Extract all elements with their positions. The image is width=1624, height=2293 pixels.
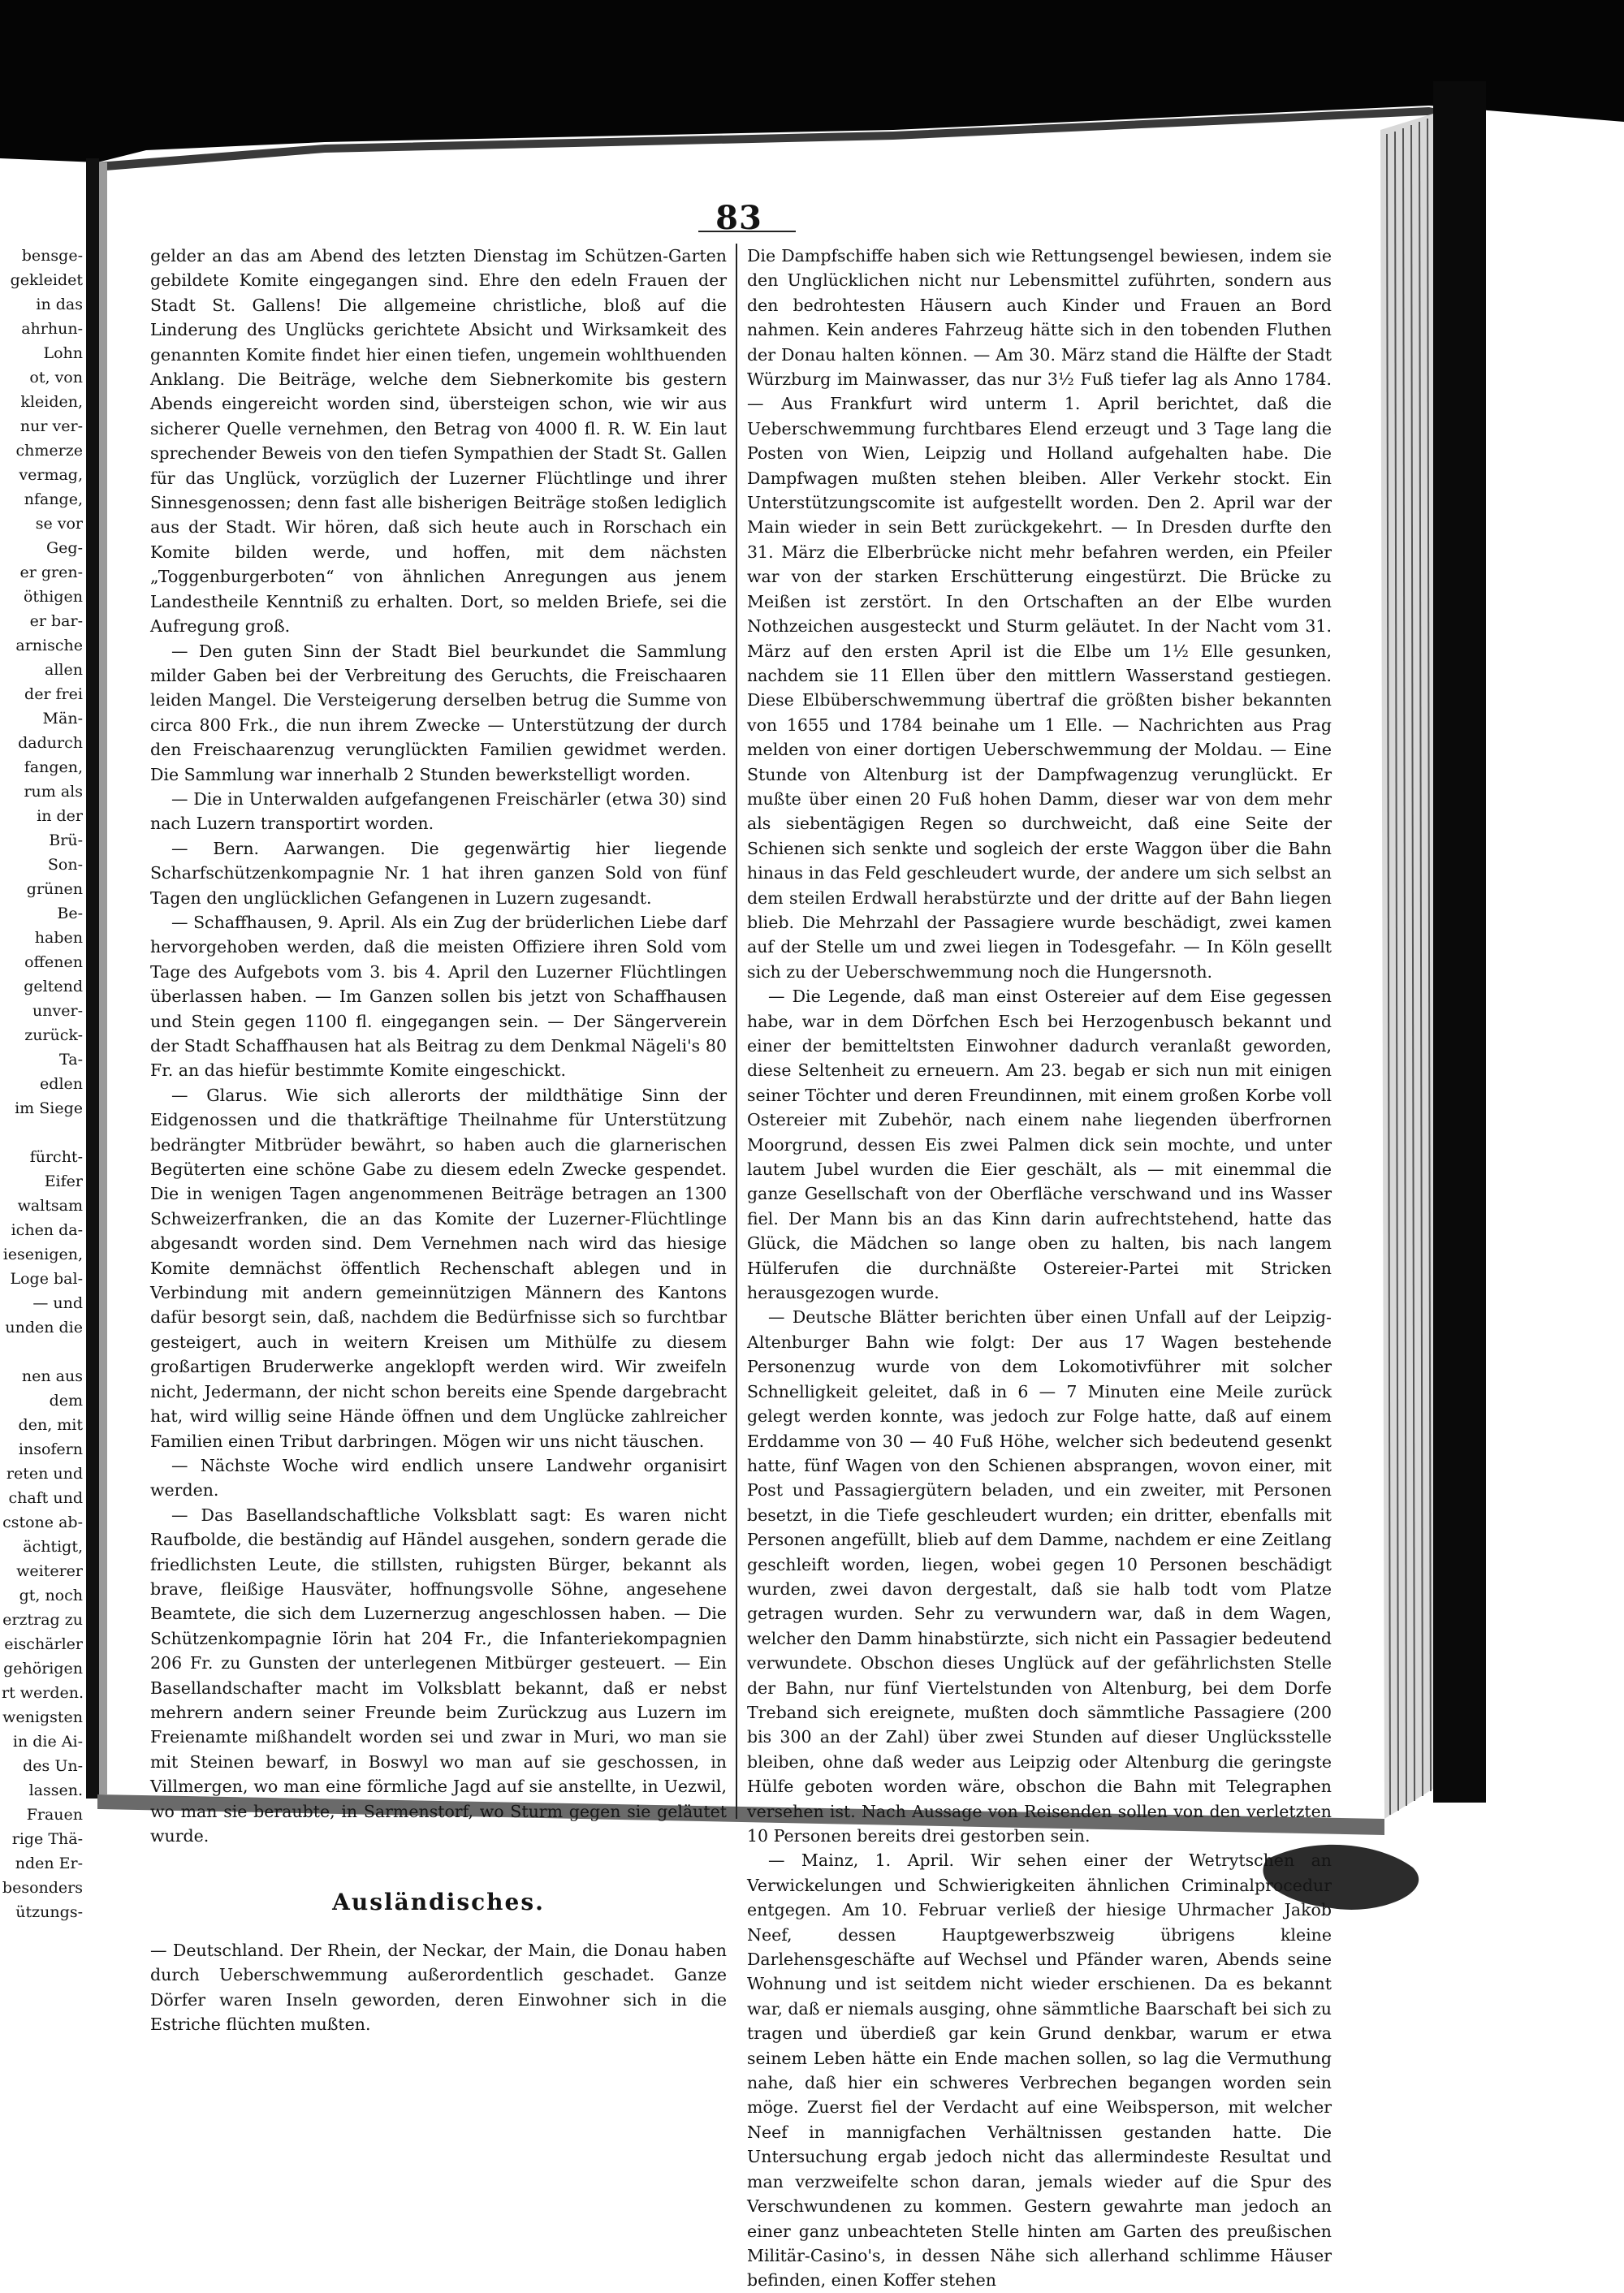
margin-fragment-line: der frei xyxy=(24,685,83,703)
margin-fragment-line: des Un- xyxy=(23,1757,83,1775)
margin-fragment-line: nur ver- xyxy=(19,417,83,435)
margin-fragment-line: nen aus xyxy=(21,1367,83,1385)
margin-fragment-line: fürcht- xyxy=(29,1148,83,1166)
article-paragraph: — Deutsche Blätter berichten über einen Unfall auf der Leipzig-Altenburger Bahn wie folgt: Der aus 17 Wagen bestehende Personenzug wurde von dem Lokomotivführer mit solcher Schnelligkeit geleitet, daß in 6 — 7 Minuten eine Meile zurück gelegt werden konnte, was jedoch zur Folge hatte, daß auf einem Erddamme von 30 — 40 Fuß Höhe, welcher sich bedeutend gesenkt hatte, fünf Wagen von den Schienen absprangen, wovon einer, mit Post und Passagiergütern beladen, und ein zweiter, mit Personen besetzt, in die Tiefe geschleudert wurden; ein dritter, ebenfalls mit Personen angefüllt, blieb auf dem Damme, nachdem er eine Zeitlang geschleift worden, liegen, wobei gegen 10 Personen beschädigt wurden, zwei davon dergestalt, daß sie halb todt vom Platze getragen wurden. Sehr zu verwundern war, daß in dem Wagen, welcher den Damm hinabstürzte, sich nicht ein Passagier bedeutend verwundete. Obschon dieses Unglück auf der gefährlichsten Stelle der Bahn, nur fünf Viertelstunden von Altenburg, bei dem Dorfe Treband sich ereignete, mußten doch sämmtliche Passagiere (200 bis 300 an der Zahl) über zwei Stunden auf dieser Unglücksstelle bleiben, ohne daß weder aus Leipzig oder Altenburg die geringste Hülfe geboten worden wäre, obschon die Bahn mit Telegraphen versehen ist. Nach Aussage von Reisenden sollen von den verletzten 10 Personen bereits drei gestorben sein. xyxy=(747,1307,1332,1846)
margin-fragment-line: cstone ab- xyxy=(2,1514,83,1531)
left-column xyxy=(150,244,727,2035)
margin-fragment-line xyxy=(2,1340,83,1364)
margin-fragment-line: gehörigen xyxy=(3,1660,83,1678)
margin-fragment-line: arnische xyxy=(15,637,83,654)
article-paragraph: — Bern. Aarwangen. Die gegenwärtig hier liegende Scharfschützenkompagnie Nr. 1 hat ihren ganzen Sold von fünf Tagen den unglücklichen Gefangenen in Luzern zugesandt. xyxy=(150,838,727,908)
margin-fragment-line: insofern xyxy=(18,1440,83,1458)
margin-fragment-line: Be- xyxy=(57,905,83,922)
left-gutter-shadow xyxy=(86,158,99,1799)
article-paragraph: — Deutschland. Der Rhein, der Neckar, der Main, die Donau haben durch Ueberschwemmung außerordentlich geschadet. Ganze Dörfer waren Inseln geworden, deren Einwohner sich in die Estriche flüchten mußten. xyxy=(150,1940,727,2035)
margin-fragment-line: unden die xyxy=(5,1319,83,1337)
margin-fragment-line: offenen xyxy=(24,953,83,971)
margin-fragment-line: gt, noch xyxy=(19,1587,83,1604)
margin-fragment-line: den, mit xyxy=(18,1416,83,1434)
margin-fragment-line: chmerze xyxy=(15,442,83,460)
margin-fragment-line: rige Thä- xyxy=(11,1830,83,1848)
article-paragraph: — Die Legende, daß man einst Ostereier auf dem Eise gegessen habe, war in dem Dörfchen Esch bei Herzogenbusch bekannt und einer der bemitteltsten Einwohner dadurch veranlaßt geworden, diese Seltenheit zu erneuern. Am 23. begab er sich nun mit einigen seiner Töchter und deren Freundinnen, mit einem großen Korbe voll Ostereier mit Zubehör, nach einem nahe liegenden überfrornen Moorgrund, dessen Eis zwei Palmen dick sein mochte, und unter lautem Jubel wurden die Eier geschält, als — mit einemmal die ganze Gesellschaft von der Oberfläche verschwand und ins Wasser fiel. Der Mann bis an das Kinn darin aufrechtstehend, hatte das Glück, die Mädchen so lange oben zu halten, bis nach langem Hülferufen die durchnäßte Ostereier-Partei mit Stricken herausgezogen wurde. xyxy=(747,987,1332,1303)
article-paragraph: — Nächste Woche wird endlich unsere Landwehr organisirt werden. xyxy=(150,1455,727,1501)
section-heading: Ausländisches. xyxy=(332,1889,545,1916)
article-paragraph: — Das Basellandschaftliche Volksblatt sagt: Es waren nicht Raufbolde, die beständig auf Händel ausgehen, sondern gerade die friedlichsten Leute, die stillsten, ruhigsten Bürger, bekannt als brave, fleißige Hausväter, hoffnungsvolle Söhne, angesehene Beamtete, die sich dem Luzernerzug angeschlossen haben. — Die Schützenkompagnie Iörin hat 204 Fr., die Infanteriekompagnien 206 Fr. zu Gunsten der unterlegenen Mitbürger gesteuert. — Ein Basellandschafter macht im Volksblatt bekannt, daß er nebst mehrern andern seiner Freunde beim Zurückzug aus Luzern im Freienamte mißhandelt worden sei und zwar in Muri, wo man sie mit Steinen bewarf, in Boswyl wo man auf sie geschossen, in Villmergen, wo man eine förmliche Jagd auf sie anstellte, in Uezwil, wo man sie beraubte, in Sarmenstorf, wo Sturm gegen sie geläutet wurde. xyxy=(150,1505,727,1846)
margin-fragment-line: Lohn xyxy=(43,344,83,362)
article-paragraph: gelder an das am Abend des letzten Dienstag im Schützen-Garten gebildete Komite eingegangen sind. Ehre den edeln Frauen der Stadt St. Gallens! Die allgemeine christliche, bloß auf die Linderung des Unglücks gerichtete Absicht und Wirksamkeit des genannten Komite findet hier einen tiefen, ungemein wohlthuenden Anklang. Die Beiträge, welche dem Siebnerkomite bis gestern Abends eingereicht worden sind, übersteigen schon, wie wir aus sicherer Quelle vernehmen, den Betrag von 4000 fl. R. W. Ein laut sprechender Beweis von den tiefen Sympathien der Stadt St. Gallen für das Unglück, vorzüglich der Luzerner Flüchtlinge und ihrer Sinnesgenossen; denn fast alle bisherigen Beiträge stoßen lediglich aus der Stadt. Wir hören, daß sich heute auch in Rorschach ein Komite bilden werde, und hoffen, mit dem nächsten „Toggenburgerboten“ von ähnlichen Anregungen aus jenem Landestheile Kenntniß zu erhalten. Dort, so melden Briefe, sei die Aufregung groß. xyxy=(150,246,727,637)
margin-fragment-line: allen xyxy=(45,661,83,679)
margin-fragment-line: Ta- xyxy=(59,1051,83,1069)
margin-fragment-line: waltsam xyxy=(17,1197,83,1215)
right-scan-shadow xyxy=(1433,81,1486,1803)
margin-fragment-line: dadurch xyxy=(18,734,83,752)
article-paragraph: — Den guten Sinn der Stadt Biel beurkundet die Sammlung milder Gaben bei der Verbreitung des Geruchts, die Freischaaren leiden Mangel. Die Versteigerung derselben betrug die Summe von circa 800 Frk., die nun ihrem Zwecke — Unterstützung der durch den Freischaarenzug verunglückten Familien gewidmet werden. Die Sammlung war innerhalb 2 Stunden bewerkstelligt worden. xyxy=(150,641,727,784)
page-number: 83 xyxy=(715,199,762,237)
margin-fragment-line: Brü- xyxy=(49,831,83,849)
margin-fragment-line: ot, von xyxy=(29,369,83,386)
margin-fragment-line: er bar- xyxy=(29,612,83,630)
margin-fragment-line: Män- xyxy=(42,710,83,728)
margin-fragment-line: chaft und xyxy=(8,1489,83,1507)
margin-fragment-line: nden Er- xyxy=(15,1855,83,1872)
margin-fragment-line: kleiden, xyxy=(20,393,83,411)
margin-fragment-line: Eifer xyxy=(44,1172,83,1190)
margin-fragment-line: dem xyxy=(49,1392,83,1410)
margin-fragment-line: edlen xyxy=(40,1075,83,1093)
margin-fragment-line: Frauen xyxy=(26,1806,83,1824)
margin-fragment-line: gekleidet xyxy=(10,271,83,289)
margin-fragment-line: lassen. xyxy=(28,1781,83,1799)
margin-fragment-line: weiterer xyxy=(16,1562,83,1580)
margin-fragment-line: in die Ai- xyxy=(12,1733,83,1751)
margin-fragment-line: öthigen xyxy=(23,588,83,606)
margin-fragment-line: ächtigt, xyxy=(23,1538,83,1556)
margin-fragment-line: geltend xyxy=(24,978,83,995)
article-paragraph: — Schaffhausen, 9. April. Als ein Zug der brüderlichen Liebe darf hervorgehoben werden, daß die meisten Offiziere ihren Sold vom Tage des Aufgebots vom 3. bis 4. April den Luzerner Flüchtlingen überlassen haben. — Im Ganzen sollen bis jetzt von Schaffhausen und Stein gegen 1100 fl. eingegangen sein. — Der Sängerverein der Stadt Schaffhausen hat als Beitrag zu dem Denkmal Nägeli's 80 Fr. an das hiefür bestimmte Komite eingeschickt. xyxy=(150,912,727,1081)
right-column xyxy=(747,244,1332,2291)
margin-fragment-line: — und xyxy=(32,1294,83,1312)
margin-fragment-line: besonders xyxy=(2,1879,83,1897)
margin-fragment-line: ützungs- xyxy=(15,1903,83,1921)
margin-fragment-line xyxy=(2,1121,83,1145)
margin-fragment-line: Loge bal- xyxy=(10,1270,83,1288)
margin-fragment-line: ichen da- xyxy=(11,1221,83,1239)
margin-fragment-line: nfange, xyxy=(24,490,83,508)
margin-fragment-line: vermag, xyxy=(19,466,83,484)
margin-fragment-line: eischärler xyxy=(4,1635,83,1653)
margin-fragment-line: Son- xyxy=(47,856,83,874)
margin-fragment-line: Geg- xyxy=(45,539,83,557)
margin-fragment-line: in das xyxy=(36,296,83,313)
margin-fragment-line: im Siege xyxy=(15,1099,83,1117)
article-paragraph: Die Dampfschiffe haben sich wie Rettungsengel bewiesen, indem sie den Unglücklichen nicht nur Lebensmittel zuführten, sondern aus den bedrohtesten Häusern auch Kinder und Frauen an Bord nahmen. Kein anderes Fahrzeug hätte sich in den tobenden Fluthen der Donau halten können. — Am 30. März stand die Hälfte der Stadt Würzburg im Mainwasser, das nur 3½ Fuß tiefer lag als Anno 1784. — Aus Frankfurt wird unterm 1. April berichtet, daß die Ueberschwemmung furchtbares Elend erzeugt und 3 Tage lang die Posten von Wien, Leipzig und Holland aufgehalten habe. Die Dampfwagen mußten stehen bleiben. Aller Verkehr stockt. Ein Unterstützungscomite ist aufgestellt worden. Den 2. April war der Main wieder in sein Bett zurückgekehrt. — In Dresden durfte den 31. März die Elberbrücke nicht mehr befahren werden, ein Pfeiler war von der starken Erschütterung eingestürzt. Die Brücke zu Meißen ist zerstört. In den Ortschaften an der Elbe wurden Nothzeichen ausgesteckt und Sturm geläutet. In der Nacht vom 31. März auf den ersten April ist die Elbe um 1½ Elle gesunken, nachdem sie 11 Ellen über den mittlern Wasserstand gestiegen. Diese Elbüberschwemmung übertraf die größten bisher bekannten von 1655 und 1784 beinahe um 1 Elle. — Nachrichten aus Prag melden von einer dortigen Ueberschwemmung der Moldau. — Eine Stunde von Altenburg ist der Dampfwagenzug verunglückt. Er mußte über einen 20 Fuß hohen Damm, dieser war von dem mehr als siebentägigen Regen so durchweicht, daß eine Seite der Schienen sich senkte und sogleich der erste Waggon über die Bahn hinaus in das Feld geschleudert wurde, der andere um sich selbst an dem steilen Erdwall herabstürzte und der dritte auf der Bahn liegen blieb. Die Mehrzahl der Passagiere wurde beschädigt, zwei kamen auf der Stelle um und zwei liegen in Todesgefahr. — In Köln gesellt sich zu der Ueberschwemmung noch die Hungersnoth. xyxy=(747,246,1332,982)
margin-fragment-line: zurück- xyxy=(24,1026,83,1044)
article-paragraph: — Mainz, 1. April. Wir sehen einer der Wetrytschen an Verwickelungen und Schwierigkeiten ähnlichen Criminalprocedur entgegen. Am 10. Februar verließ der hiesige Uhrmacher Jakob Neef, dessen Hauptgewerbszweig übrigens kleine Darlehensgeschäfte auf Wechsel und Pfänder waren, Abends seine Wohnung und ist seitdem nicht wieder erschienen. Da es bekannt war, daß er niemals ausging, ohne sämmtliche Baarschaft bei sich zu tragen und überdieß gar kein Grund denkbar, warum er etwa seinem Leben hätte ein Ende machen sollen, so lag die Vermuthung nahe, daß hier ein schweres Verbrechen begangen worden sein möge. Zuerst fiel der Verdacht auf eine Weibsperson, mit welcher Neef in mannigfachen Verhältnissen gestanden hatte. Die Untersuchung ergab jedoch nicht das allermindeste Resultat und man verzweifelte schon daran, jemals wieder auf die Spur des Verschwundenen zu kommen. Gestern gewahrte man jedoch an einer ganz unbeachteten Stelle hinten am Garten des preußischen Militär-Casino's, in dessen Nähe sich allerhand schlimme Häuser befinden, einen Koffer stehen xyxy=(747,1850,1332,2291)
margin-fragment-line: iesenigen, xyxy=(2,1246,83,1263)
article-paragraph: — Glarus. Wie sich allerorts der mildthätige Sinn der Eidgenossen und die thatkräftige Theilnahme für Unterstützung bedrängter Mitbrüder bewährt, so haben auch die glarnerischen Begüterten eine schöne Gabe zu diesem edeln Zwecke gespendet. Die in wenigen Tagen angenommenen Beiträge betragen an 1300 Schweizerfranken, die an das Komite der Luzerner-Flüchtlinge abgesandt worden sind. Dem Vernehmen nach wird das hiesige Komite demnächst öffentlich Rechenschaft ablegen und in Verbindung mit andern gemeinnützigen Männern des Kantons dafür besorgt sein, daß, nachdem die Bedürfnisse sich so furchtbar gesteigert, auch in weitern Kreisen um Mithülfe zu diesem großartigen Bruderwerke angeklopft werden wird. Wir zweifeln nicht, Jedermann, der nicht schon bereits eine Spende dargebracht hat, wird willig seine Hände öffnen und dem Unglücke zahlreicher Familien einen Tribut darbringen. Mögen wir uns nicht täuschen. xyxy=(150,1085,727,1451)
margin-fragment-line: bensge- xyxy=(21,247,83,265)
margin-fragment-line: grünen xyxy=(26,880,83,898)
margin-fragment-line: haben xyxy=(34,929,83,947)
margin-fragment-line: se vor xyxy=(35,515,83,533)
margin-fragment-line: er gren- xyxy=(19,564,83,581)
article-paragraph: — Die in Unterwalden aufgefangenen Freischärler (etwa 30) sind nach Luzern transportirt worden. xyxy=(150,788,727,834)
margin-fragment-line: reten und xyxy=(6,1465,83,1483)
margin-fragment-line: fangen, xyxy=(24,758,83,776)
margin-fragment-line: rum als xyxy=(24,783,83,801)
margin-fragment-line: rt werden. xyxy=(2,1684,84,1702)
left-margin-fragments xyxy=(2,244,84,1921)
margin-fragment-line: wenigsten xyxy=(2,1708,83,1726)
margin-fragment-line: ahrhun- xyxy=(21,320,83,338)
left-gutter-shade xyxy=(99,162,107,1794)
margin-fragment-line: unver- xyxy=(32,1002,83,1020)
margin-fragment-line: in der xyxy=(37,807,83,825)
margin-fragment-line: erztrag zu xyxy=(2,1611,83,1629)
